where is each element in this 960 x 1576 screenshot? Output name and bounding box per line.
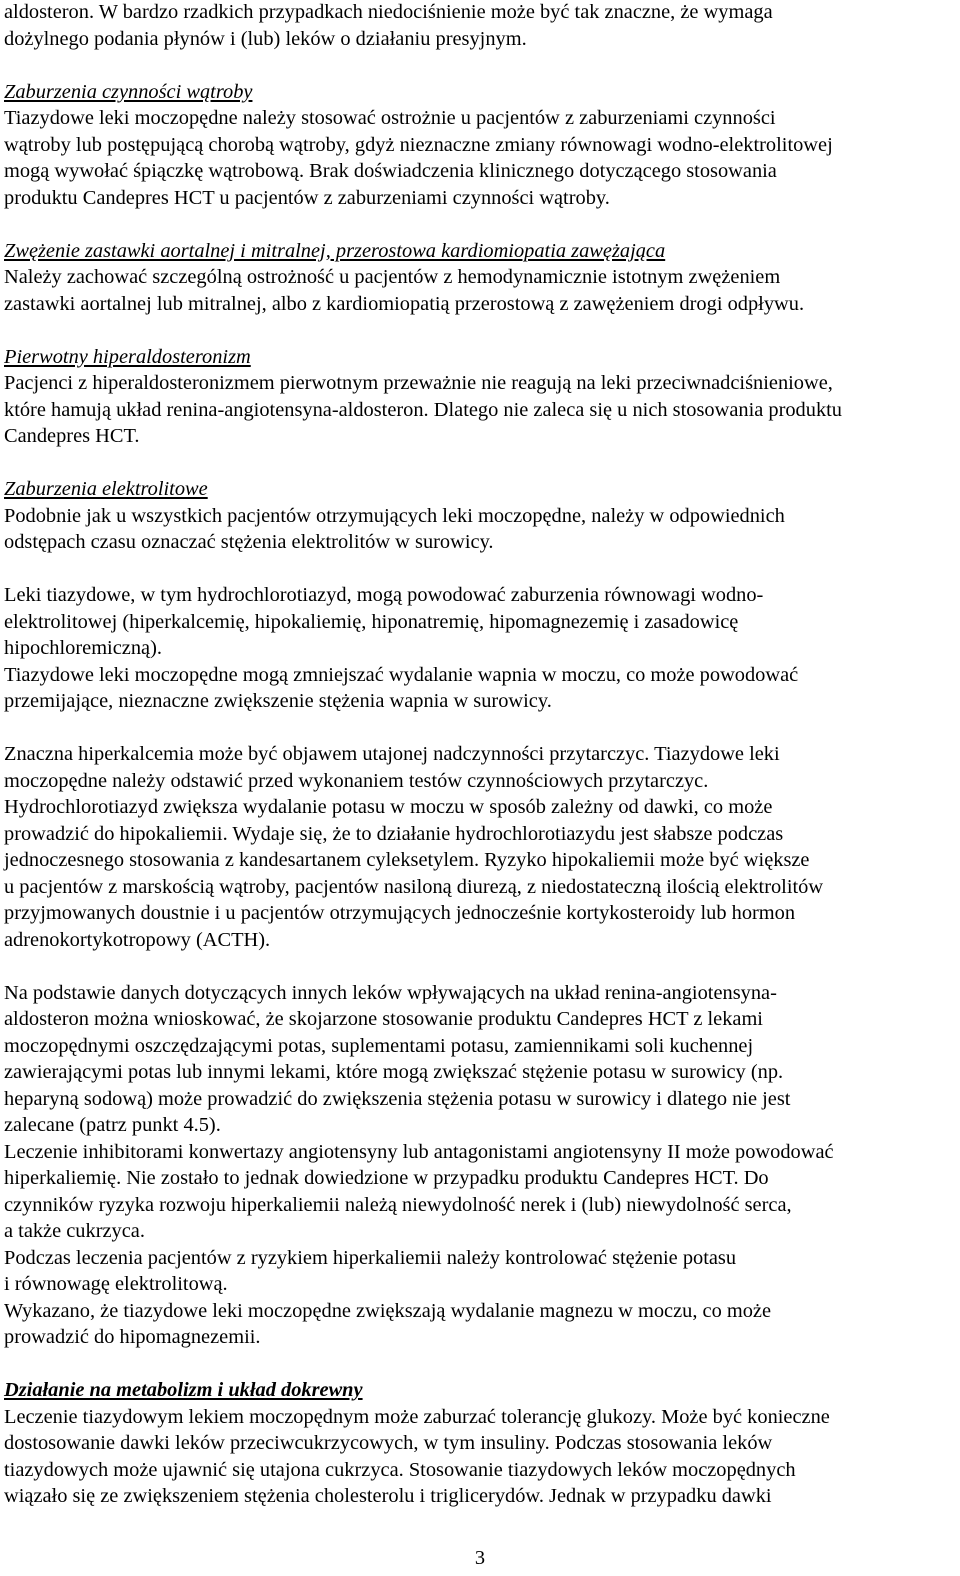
text-line: moczopędne należy odstawić przed wykonaniem testów czynnościowych przytarczyc. <box>4 769 709 792</box>
paragraph <box>4 980 949 1351</box>
text-line: Należy zachować szczególną ostrożność u pacjentów z hemodynamicznie istotnym zwężeniem <box>4 266 781 288</box>
text-line: dostosowanie dawki leków przeciwcukrzycowych, w tym insuliny. Podczas stosowania leków <box>4 1432 773 1454</box>
text-line: zalecane (patrz punkt 4.5). <box>4 1114 221 1136</box>
section <box>4 79 949 212</box>
text-line: i równowagę elektrolitową. <box>4 1273 228 1295</box>
section-heading: Zaburzenia czynności wątroby <box>4 80 253 103</box>
text-line: prowadzić do hipokaliemii. Wydaje się, że to działanie hydrochlorotiazydu jest słabsze podczas <box>4 822 784 845</box>
text-line: Podczas leczenia pacjentów z ryzykiem hiperkaliemii należy kontrolować stężenie potasu <box>4 1246 737 1269</box>
paragraph-gap <box>4 715 949 742</box>
text-line: adrenokortykotropowy (ACTH). <box>4 928 271 951</box>
section-heading: Działanie na metabolizm i układ dokrewny <box>4 1379 363 1401</box>
text-line: hiperkaliemię. Nie zostało to jednak dowiedzione w przypadku produktu Candepres HCT. Do <box>4 1167 769 1189</box>
text-line: mogą wywołać śpiączkę wątrobową. Brak doświadczenia klinicznego dotyczącego stosowania <box>4 160 777 182</box>
section-heading: Pierwotny hiperaldosteronizm <box>4 345 251 368</box>
section-heading: Zwężenie zastawki aortalnej i mitralnej, przerostowa kardiomiopatia zawężająca <box>4 239 666 262</box>
text-line: produktu Candepres HCT u pacjentów z zaburzeniami czynności wątroby. <box>4 186 610 209</box>
text-line: które hamują układ renina-angiotensyna-aldosteron. Dlatego nie zaleca się u nich stosowania produktu <box>4 398 843 421</box>
section <box>4 344 949 450</box>
text-line: Tiazydowe leki moczopędne należy stosować ostrożnie u pacjentów z zaburzeniami czynności <box>4 107 776 129</box>
paragraph-gap <box>4 953 949 980</box>
text-line: prowadzić do hipomagnezemii. <box>4 1326 261 1348</box>
paragraph-gap <box>4 52 949 79</box>
text-line: dożylnego podania płynów i (lub) leków o działaniu presyjnym. <box>4 27 527 50</box>
text-line: wiązało się ze zwiększeniem stężenia cholesterolu i triglicerydów. Jednak w przypadku dawki <box>4 1485 772 1507</box>
text-line: zastawki aortalnej lub mitralnej, albo z kardiomiopatią przerostową z zawężeniem drogi odpływu. <box>4 292 805 315</box>
page-number: 3 <box>474 1547 486 1569</box>
text-line: Wykazano, że tiazydowe leki moczopędne zwiększają wydalanie magnezu w moczu, co może <box>4 1299 772 1322</box>
text-line: u pacjentów z marskością wątroby, pacjentów nasiloną diurezą, z niedostateczną ilością elektrolitów <box>4 875 824 898</box>
text-line: zawierającymi potas lub innymi lekami, które mogą zwiększać stężenie potasu w surowicy (np. <box>4 1061 784 1083</box>
section-heading: Zaburzenia elektrolitowe <box>4 478 208 500</box>
paragraph <box>4 741 949 953</box>
text-line: jednoczesnego stosowania z kandesartanem cyleksetylem. Ryzyko hipokaliemii może być większe <box>4 849 810 871</box>
text-line: Leczenie tiazydowym lekiem moczopędnym może zaburzać tolerancję glukozy. Może być konieczne <box>4 1405 830 1428</box>
paragraph <box>4 0 949 52</box>
text-line: elektrolitowej (hiperkalcemię, hipokaliemię, hiponatremię, hipomagnezemię i zasadowicę <box>4 610 739 633</box>
text-line: moczopędnymi oszczędzającymi potas, suplementami potasu, zamiennikami soli kuchennej <box>4 1034 754 1057</box>
text-line: a także cukrzyca. <box>4 1220 145 1242</box>
text-line: Candepres HCT. <box>4 425 140 447</box>
text-line: heparyną sodową) może prowadzić do zwiększenia stężenia potasu w surowicy i dlatego nie jest <box>4 1087 791 1110</box>
text-line: Leczenie inhibitorami konwertazy angiotensyny lub antagonistami angiotensyny II może powodować <box>4 1140 834 1163</box>
text-line: Tiazydowe leki moczopędne mogą zmniejszać wydalanie wapnia w moczu, co może powodować <box>4 663 799 686</box>
paragraph <box>4 582 949 715</box>
text-line: przyjmowanych doustnie i u pacjentów otrzymujących jednocześnie kortykosteroidy lub hormon <box>4 902 796 924</box>
text-line: Hydrochlorotiazyd zwiększa wydalanie potasu w moczu w sposób zależny od dawki, co może <box>4 796 773 818</box>
paragraph-gap <box>4 317 949 344</box>
text-line: Leki tiazydowe, w tym hydrochlorotiazyd, mogą powodować zaburzenia równowagi wodno- <box>4 584 764 606</box>
text-line: odstępach czasu oznaczać stężenia elektrolitów w surowicy. <box>4 531 494 553</box>
text-line: hipochloremiczną). <box>4 637 162 659</box>
text-line: Podobnie jak u wszystkich pacjentów otrzymujących leki moczopędne, należy w odpowiednich <box>4 504 785 527</box>
text-line: wątroby lub postępującą chorobą wątroby, gdyż nieznaczne zmiany równowagi wodno-elektrolitowej <box>4 133 833 156</box>
section <box>4 1377 949 1510</box>
text-line: przemijające, nieznaczne zwiększenie stężenia wapnia w surowicy. <box>4 690 552 712</box>
paragraph-gap <box>4 556 949 583</box>
paragraph-gap <box>4 211 949 238</box>
text-line: Znaczna hiperkalcemia może być objawem utajonej nadczynności przytarczyc. Tiazydowe leki <box>4 743 780 765</box>
section <box>4 238 949 318</box>
text-line: tiazydowych może ujawnić się utajona cukrzyca. Stosowanie tiazydowych leków moczopędnych <box>4 1458 796 1481</box>
text-line: czynników ryzyka rozwoju hiperkaliemii należą niewydolność nerek i (lub) niewydolność serca, <box>4 1193 792 1216</box>
document-body <box>4 0 949 1510</box>
paragraph-gap <box>4 450 949 477</box>
text-line: aldosteron. W bardzo rzadkich przypadkach niedociśnienie może być tak znaczne, że wymaga <box>4 1 773 23</box>
section <box>4 476 949 556</box>
text-line: Pacjenci z hiperaldosteronizmem pierwotnym przeważnie nie reagują na leki przeciwnadciśnieniowe, <box>4 372 833 394</box>
text-line: aldosteron można wnioskować, że skojarzone stosowanie produktu Candepres HCT z lekami <box>4 1008 763 1030</box>
paragraph-gap <box>4 1351 949 1378</box>
text-line: Na podstawie danych dotyczących innych leków wpływających na układ renina-angiotensyna- <box>4 981 777 1004</box>
